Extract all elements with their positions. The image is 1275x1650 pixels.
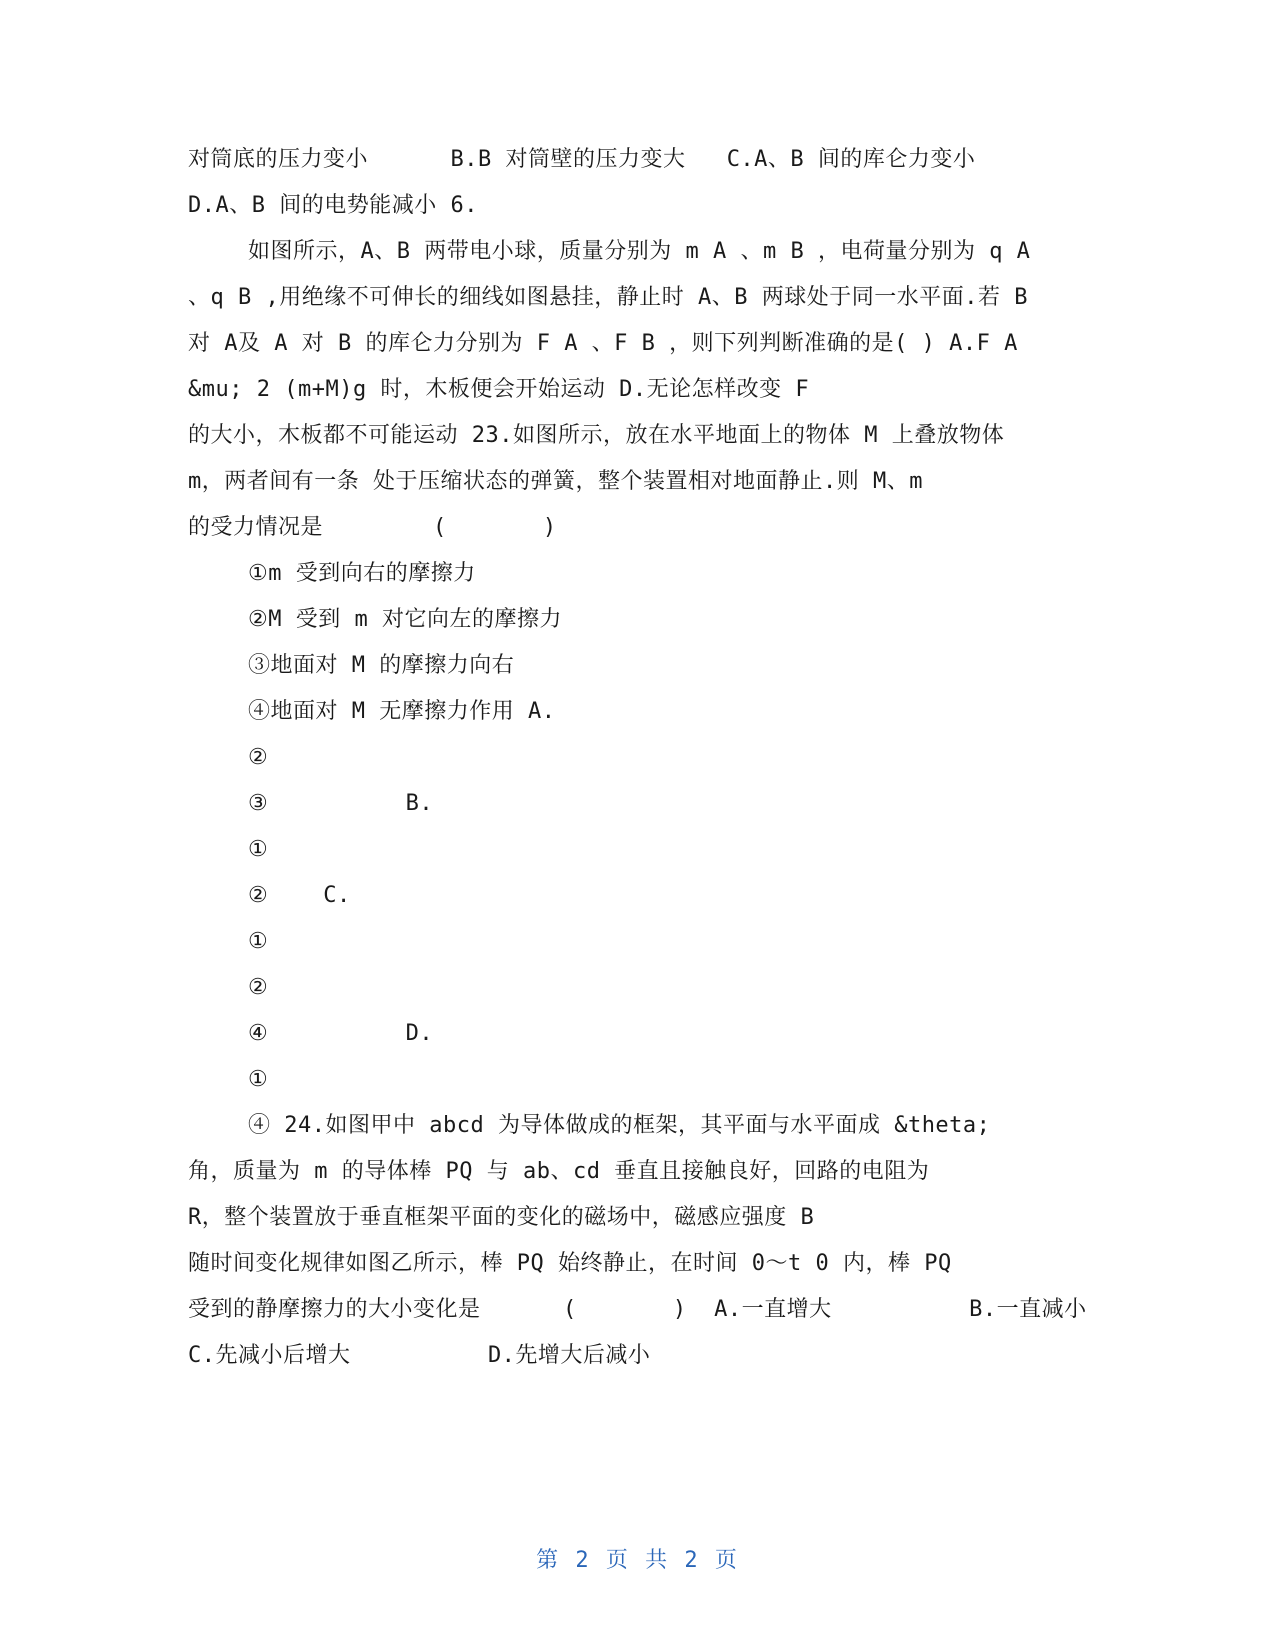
answer-item: ② <box>248 745 269 770</box>
answer-item: ① <box>248 929 269 954</box>
answer-item: ② <box>248 975 269 1000</box>
text-line: ④ 24.如图甲中 abcd 为导体做成的框架，其平面与水平面成 &theta; <box>248 1113 991 1138</box>
option-item: ②M 受到 m 对它向左的摩擦力 <box>248 607 562 632</box>
text-line: R，整个装置放于垂直框架平面的变化的磁场中，磁感应强度 B <box>188 1205 815 1230</box>
text-line: 受到的静摩擦力的大小变化是 ( ) A.一直增大 B.一直减小 <box>188 1297 1087 1322</box>
text-line: C.先减小后增大 D.先增大后减小 <box>188 1343 651 1368</box>
answer-item: ② C. <box>248 883 351 908</box>
text-line: 、q B ,用绝缘不可伸长的细线如图悬挂，静止时 A、B 两球处于同一水平面.若 B <box>188 285 1028 310</box>
text-line: 的大小，木板都不可能运动 23.如图所示，放在水平地面上的物体 M 上叠放物体 <box>188 423 1005 448</box>
option-item: ①m 受到向右的摩擦力 <box>248 561 476 586</box>
answer-item: ④ D. <box>248 1021 434 1046</box>
text-line: m，两者间有一条 处于压缩状态的弹簧，整个装置相对地面静止.则 M、m <box>188 469 923 494</box>
text-line: 随时间变化规律如图乙所示，棒 PQ 始终静止，在时间 0～t 0 内，棒 PQ <box>188 1251 952 1276</box>
answer-item: ① <box>248 1067 269 1092</box>
text-line: 如图所示，A、B 两带电小球，质量分别为 m A 、m B ，电荷量分别为 q A <box>248 239 1031 264</box>
text-line: D.A、B 间的电势能减小 6. <box>188 193 478 218</box>
answer-item: ① <box>248 837 269 862</box>
text-line: 的受力情况是 ( ) <box>188 515 557 540</box>
answer-item: ③ B. <box>248 791 434 816</box>
page-footer: 第 2 页 共 2 页 <box>536 1548 739 1573</box>
text-line: 对 A及 A 对 B 的库仑力分别为 F A 、F B ，则下列判断准确的是( ) A.F A <box>188 331 1018 356</box>
text-line: &mu; 2 (m+M)g 时，木板便会开始运动 D.无论怎样改变 F <box>188 377 810 402</box>
option-item: ③地面对 M 的摩擦力向右 <box>248 653 515 678</box>
option-item: ④地面对 M 无摩擦力作用 A. <box>248 699 556 724</box>
text-line: 对筒底的压力变小 B.B 对筒壁的压力变大 C.A、B 间的库仑力变小 <box>188 147 976 172</box>
text-line: 角，质量为 m 的导体棒 PQ 与 ab、cd 垂直且接触良好，回路的电阻为 <box>188 1159 930 1184</box>
